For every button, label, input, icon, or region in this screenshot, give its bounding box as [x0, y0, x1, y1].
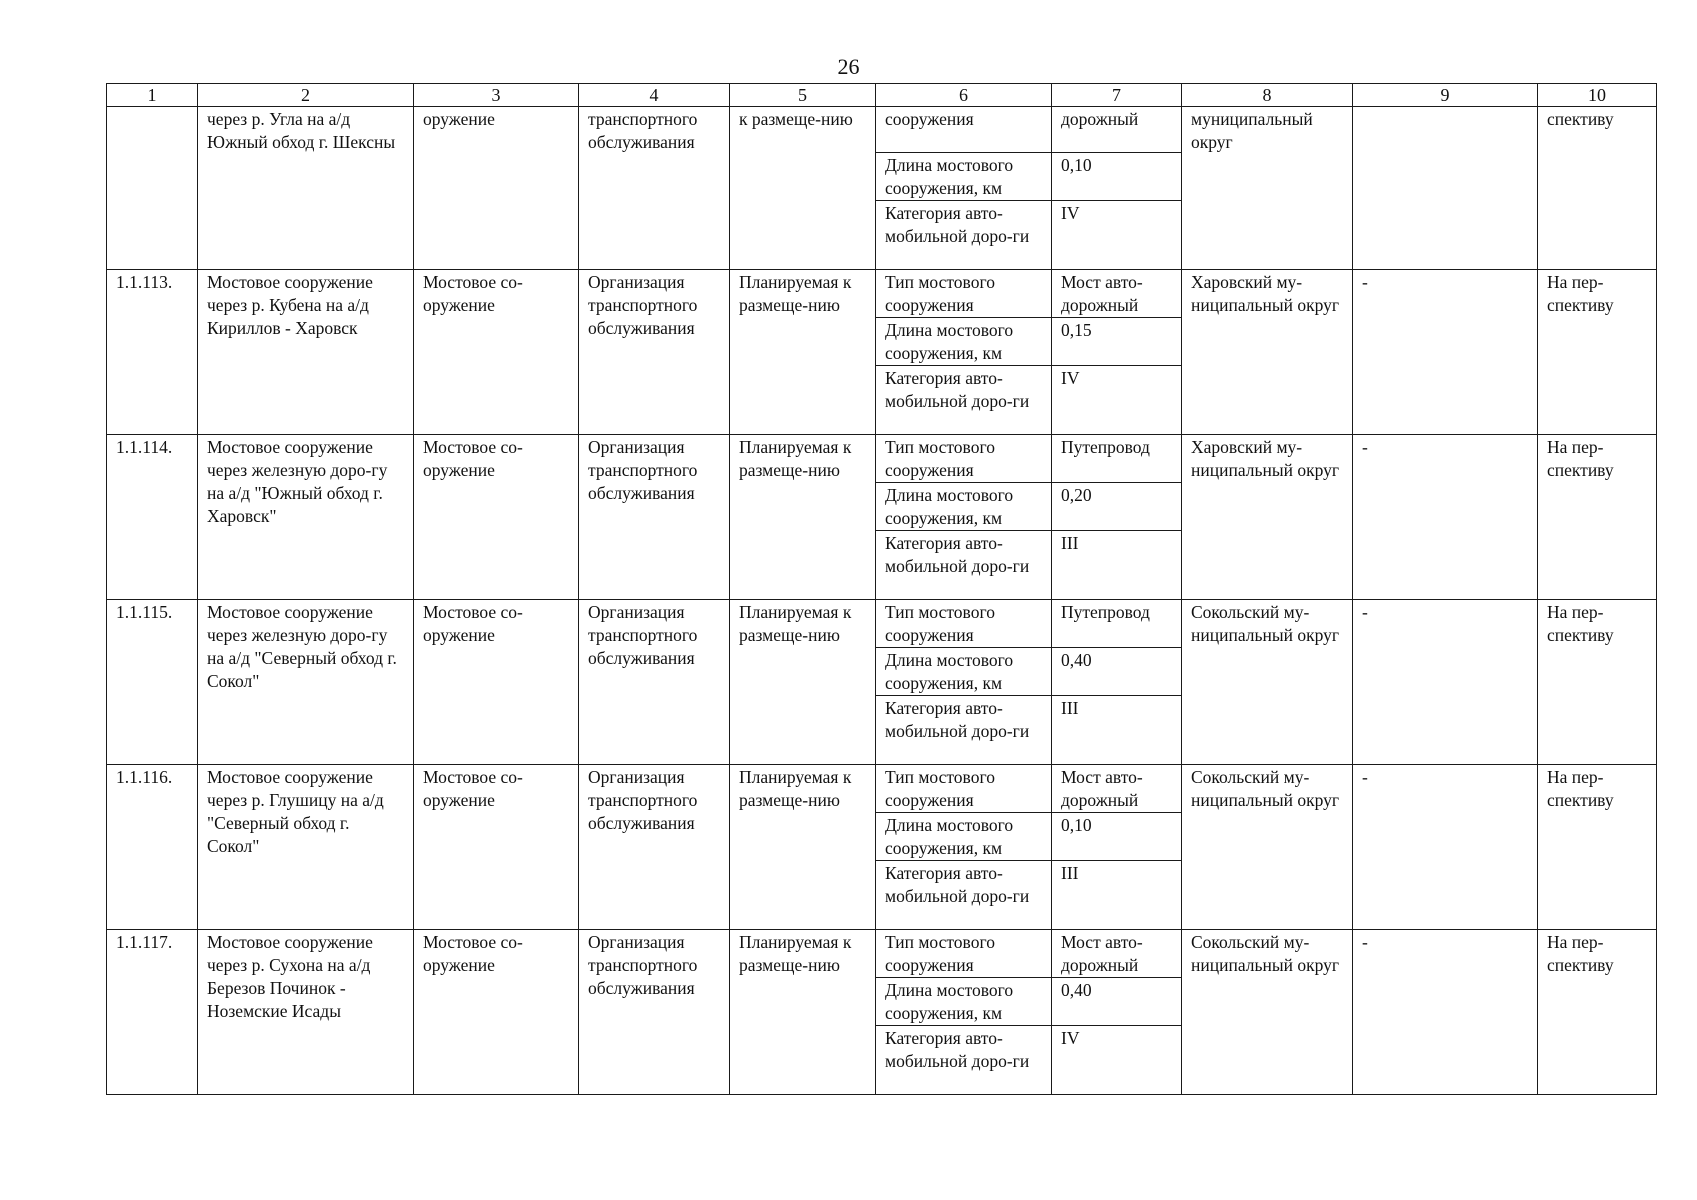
param-label: Тип мостового сооружения [876, 600, 1052, 648]
object-purpose: Организация транспортного обслуживания [579, 600, 730, 765]
param-value: 0,40 [1052, 648, 1182, 696]
table-row [107, 600, 1657, 648]
param-value: Мост авто-дорожный [1052, 270, 1182, 318]
param-label: Тип мостового сооружения [876, 270, 1052, 318]
object-kind: Мостовое со-оружение [414, 435, 579, 600]
object-purpose: Организация транспортного обслуживания [579, 270, 730, 435]
param-value: дорожный [1052, 107, 1182, 153]
page-number: 26 [837, 54, 860, 79]
table-row [107, 107, 1657, 153]
table-row [107, 930, 1657, 978]
object-purpose: Организация транспортного обслуживания [579, 930, 730, 1095]
object-kind: Мостовое со-оружение [414, 270, 579, 435]
object-zone: - [1353, 765, 1538, 930]
param-label: Категория авто-мобильной доро-ги [876, 201, 1052, 270]
param-value: Путепровод [1052, 600, 1182, 648]
table-header [107, 84, 1657, 107]
object-status: Планируемая к размеще-нию [730, 930, 876, 1095]
param-value: 0,20 [1052, 483, 1182, 531]
param-label: сооружения [876, 107, 1052, 153]
object-term: На пер-спективу [1538, 270, 1657, 435]
object-status: Планируемая к размеще-нию [730, 600, 876, 765]
object-location: Сокольский му-ниципальный округ [1182, 765, 1353, 930]
object-zone: - [1353, 600, 1538, 765]
param-label: Длина мостового сооружения, км [876, 813, 1052, 861]
table-row [107, 270, 1657, 318]
object-location: Харовский му-ниципальный округ [1182, 270, 1353, 435]
param-label: Длина мостового сооружения, км [876, 318, 1052, 366]
param-value: III [1052, 861, 1182, 930]
object-term: На пер-спективу [1538, 600, 1657, 765]
param-label: Категория авто-мобильной доро-ги [876, 861, 1052, 930]
param-value: III [1052, 696, 1182, 765]
param-value: Мост авто-дорожный [1052, 765, 1182, 813]
param-value: 0,15 [1052, 318, 1182, 366]
param-label: Длина мостового сооружения, км [876, 153, 1052, 201]
object-status: Планируемая к размеще-нию [730, 765, 876, 930]
object-location: Сокольский му-ниципальный округ [1182, 930, 1353, 1095]
object-name: Мостовое сооружение через р. Кубена на а/д Кириллов - Харовск [198, 270, 414, 435]
object-status: Планируемая к размеще-нию [730, 270, 876, 435]
column-header: 3 [414, 84, 579, 107]
row-number: 1.1.117. [107, 930, 198, 1095]
column-header: 6 [876, 84, 1052, 107]
object-name: Мостовое сооружение через р. Сухона на а/д Березов Починок - Ноземские Исады [198, 930, 414, 1095]
column-header: 4 [579, 84, 730, 107]
object-zone [1353, 107, 1538, 270]
object-kind: Мостовое со-оружение [414, 765, 579, 930]
object-location: муниципальный округ [1182, 107, 1353, 270]
param-value: 0,40 [1052, 978, 1182, 1026]
param-value: IV [1052, 1026, 1182, 1095]
object-kind: оружение [414, 107, 579, 270]
param-value: Мост авто-дорожный [1052, 930, 1182, 978]
row-number: 1.1.113. [107, 270, 198, 435]
column-header: 8 [1182, 84, 1353, 107]
param-value: IV [1052, 201, 1182, 270]
table-row [107, 765, 1657, 813]
object-zone: - [1353, 930, 1538, 1095]
param-value: Путепровод [1052, 435, 1182, 483]
param-value: IV [1052, 366, 1182, 435]
object-zone: - [1353, 270, 1538, 435]
row-number: 1.1.116. [107, 765, 198, 930]
param-label: Длина мостового сооружения, км [876, 978, 1052, 1026]
column-header: 9 [1353, 84, 1538, 107]
column-header: 5 [730, 84, 876, 107]
object-term: На пер-спективу [1538, 435, 1657, 600]
column-header: 2 [198, 84, 414, 107]
object-term: На пер-спективу [1538, 930, 1657, 1095]
object-location: Харовский му-ниципальный округ [1182, 435, 1353, 600]
object-kind: Мостовое со-оружение [414, 600, 579, 765]
object-purpose: Организация транспортного обслуживания [579, 765, 730, 930]
row-number: 1.1.114. [107, 435, 198, 600]
param-value: III [1052, 531, 1182, 600]
object-zone: - [1353, 435, 1538, 600]
object-status: Планируемая к размеще-нию [730, 435, 876, 600]
object-term: На пер-спективу [1538, 765, 1657, 930]
objects-table [106, 83, 1657, 1095]
object-name: Мостовое сооружение через р. Глушицу на а/д "Северный обход г. Сокол" [198, 765, 414, 930]
param-label: Категория авто-мобильной доро-ги [876, 531, 1052, 600]
param-label: Тип мостового сооружения [876, 435, 1052, 483]
object-location: Сокольский му-ниципальный округ [1182, 600, 1353, 765]
object-name: Мостовое сооружение через железную доро-гу на а/д "Северный обход г. Сокол" [198, 600, 414, 765]
param-label: Тип мостового сооружения [876, 930, 1052, 978]
param-value: 0,10 [1052, 153, 1182, 201]
param-label: Категория авто-мобильной доро-ги [876, 696, 1052, 765]
object-status: к размеще-нию [730, 107, 876, 270]
column-header: 7 [1052, 84, 1182, 107]
param-label: Категория авто-мобильной доро-ги [876, 1026, 1052, 1095]
object-term: спективу [1538, 107, 1657, 270]
row-number [107, 107, 198, 270]
column-header: 1 [107, 84, 198, 107]
table-row [107, 435, 1657, 483]
param-label: Длина мостового сооружения, км [876, 648, 1052, 696]
header-row [107, 84, 1657, 107]
row-number: 1.1.115. [107, 600, 198, 765]
column-header: 10 [1538, 84, 1657, 107]
object-name: Мостовое сооружение через железную доро-гу на а/д "Южный обход г. Харовск" [198, 435, 414, 600]
param-label: Категория авто-мобильной доро-ги [876, 366, 1052, 435]
param-label: Длина мостового сооружения, км [876, 483, 1052, 531]
object-purpose: транспортного обслуживания [579, 107, 730, 270]
param-label: Тип мостового сооружения [876, 765, 1052, 813]
param-value: 0,10 [1052, 813, 1182, 861]
object-kind: Мостовое со-оружение [414, 930, 579, 1095]
object-name: через р. Угла на а/д Южный обход г. Шексны [198, 107, 414, 270]
object-purpose: Организация транспортного обслуживания [579, 435, 730, 600]
table-body [107, 107, 1657, 1095]
